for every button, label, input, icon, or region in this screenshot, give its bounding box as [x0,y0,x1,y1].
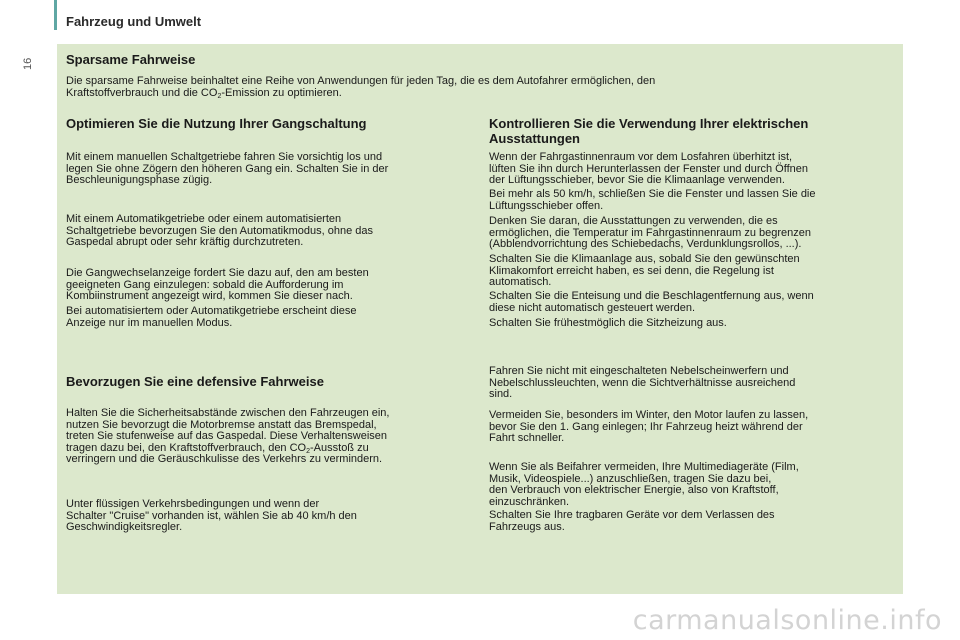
electrical-paragraph-6: Schalten Sie frühestmöglich die Sitzheizung aus. [489,317,727,329]
electrical-paragraph-1: Wenn der Fahrgastinnenraum vor dem Losfahren überhitzt ist, lüften Sie ihn durch Herunterlassen der Fenster und durch Öffnen der Lüftungsschieber, bevor Sie die Klimaanlage verwenden. [489,151,808,186]
defensive-text-post: -Ausstoß zu verringern und die Geräuschkulisse des Verkehrs zu vermindern. [66,441,383,465]
intro-text-post: -Emission zu optimieren. [221,86,342,99]
defensive-paragraph-1 [66,408,389,466]
watermark: carmanualsonline.info [632,605,942,636]
intro-subscript: 2 [217,92,222,100]
gear-paragraph-4: Bei automatisiertem oder Automatikgetriebe erscheint diese Anzeige nur im manuellen Modus. [66,305,357,329]
electrical-paragraph-5: Schalten Sie die Enteisung und die Beschlagentfernung aus, wenn diese nicht automatisch gesteuert werden. [489,290,814,314]
gear-section-title: Optimieren Sie die Nutzung Ihrer Gangschaltung [66,116,367,131]
header-accent-bar [54,0,57,30]
gear-paragraph-2: Mit einem Automatikgetriebe oder einem automatisierten Schaltgetriebe bevorzugen Sie den Automatikmodus, ohne das Gaspedal abrupt oder sehr kräftig durchzutreten. [66,213,373,248]
gear-paragraph-1: Mit einem manuellen Schaltgetriebe fahren Sie vorsichtig los und legen Sie ohne Zögern den höheren Gang ein. Schalten Sie in der Beschleunigungsphase zügig. [66,151,389,186]
defensive-text-pre: Halten Sie die Sicherheitsabstände zwischen den Fahrzeugen ein, nutzen Sie bevorzugt die Motorbremse anstatt das Bremspedal, treten Sie stufenweise auf das Gaspedal. Diese Verhaltensweisen tragen dazu bei, den Kraftstoffverbrauch, den CO [66,407,390,454]
electrical-paragraph-9: Wenn Sie als Beifahrer vermeiden, Ihre Multimediageräte (Film, Musik, Videospiele...) anzuschließen, tragen Sie dazu bei, den Verbrauch von elektrischer Energie, also von Kraftstoff, einzuschränken. [489,461,799,508]
defensive-subscript: 2 [306,447,311,455]
electrical-paragraph-3: Denken Sie daran, die Ausstattungen zu verwenden, die es ermöglichen, die Temperatur im Fahrgastinnenraum zu begrenzen (Abblendvorrichtung des Schiebedachs, Verdunklungsrollos, ...). [489,215,812,250]
defensive-paragraph-2: Unter flüssigen Verkehrsbedingungen und wenn der Schalter "Cruise" vorhanden ist, wählen Sie ab 40 km/h den Geschwindigkeitsregler. [66,498,357,533]
electrical-paragraph-2: Bei mehr als 50 km/h, schließen Sie die Fenster und lassen Sie die Lüftungsschieber offen. [489,188,816,212]
electrical-paragraph-10: Schalten Sie Ihre tragbaren Geräte vor dem Verlassen des Fahrzeugs aus. [489,509,775,533]
electrical-paragraph-8: Vermeiden Sie, besonders im Winter, den Motor laufen zu lassen, bevor Sie den 1. Gang einlegen; Ihr Fahrzeug heizt während der Fahrt schneller. [489,409,809,444]
intro-title: Sparsame Fahrweise [66,52,196,67]
electrical-section-title: Kontrollieren Sie die Verwendung Ihrer elektrischen Ausstattungen [489,116,809,146]
electrical-paragraph-4: Schalten Sie die Klimaanlage aus, sobald Sie den gewünschten Klimakomfort erreicht haben, es sei denn, die Regelung ist automatisch. [489,253,800,288]
content-panel [57,44,903,594]
page-number: 16 [22,57,34,70]
defensive-section-title: Bevorzugen Sie eine defensive Fahrweise [66,374,324,389]
electrical-paragraph-7: Fahren Sie nicht mit eingeschalteten Nebelscheinwerfern und Nebelschlussleuchten, wenn die Sichtverhältnisse ausreichend sind. [489,365,796,400]
intro-text-pre: Die sparsame Fahrweise beinhaltet eine Reihe von Anwendungen für jeden Tag, die es dem Autofahrer ermöglichen, den Kraftstoffverbrauch und die CO [66,75,656,99]
section-header-title: Fahrzeug und Umwelt [66,14,202,29]
intro-paragraph [66,76,655,99]
gear-paragraph-3: Die Gangwechselanzeige fordert Sie dazu auf, den am besten geeigneten Gang einzulegen: sobald die Aufforderung im Kombiinstrument angezeigt wird, kommen Sie dieser nach. [66,267,369,302]
